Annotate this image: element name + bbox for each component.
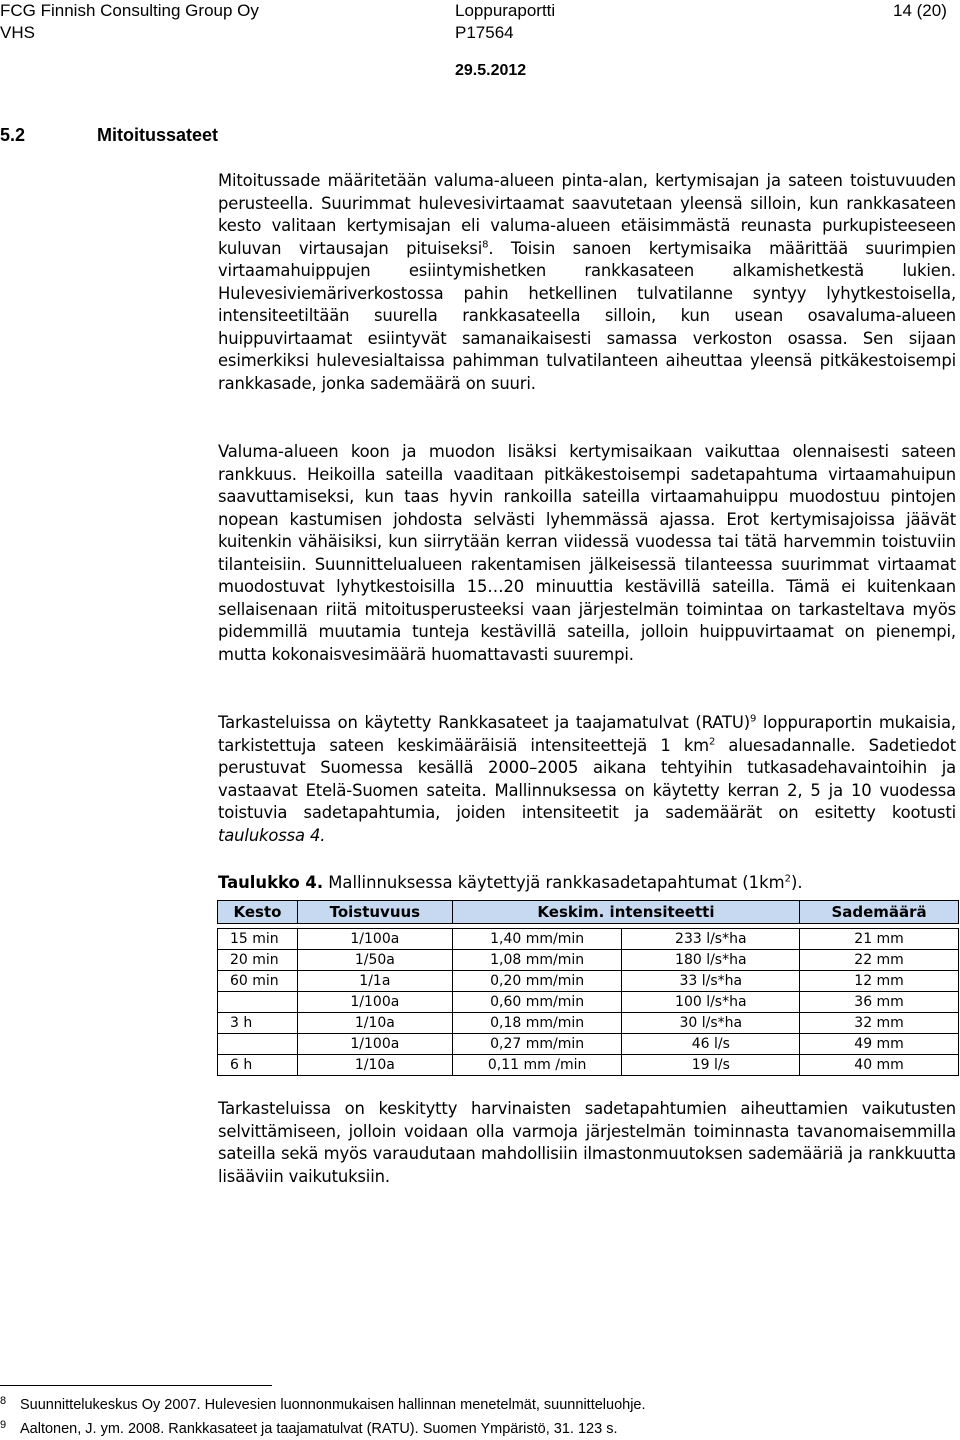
table-caption-sup: 2 (784, 873, 791, 885)
paragraph-3-text-a: Tarkasteluissa on käytetty Rankkasateet ja taajamatulvat (RATU) (218, 713, 750, 732)
table-header-row (218, 901, 959, 924)
paragraph-1-text-a: Mitoitussade määritetään valuma-alueen pinta-alan, kertymisajan ja sateen toistuvuuden perusteella. Suurimmat hulevesivirtaamat saavutetaan yleensä silloin, kun rankkasateen kesto valitaan kertymisajan eli valuma-alueen etäisimmästä reunasta purkupisteeseen kuluvan virtausajan pituiseksi (218, 171, 956, 258)
table-caption-end: ). (790, 873, 803, 892)
header-date: 29.5.2012 (455, 62, 527, 79)
table-row: 20 min 1/50a 1,08 mm/min 180 l/s*ha 22 mm (218, 950, 959, 971)
table-row: 1/100a 0,27 mm/min 46 l/s 49 mm (218, 1034, 959, 1055)
header-middle (455, 0, 555, 44)
section-heading (0, 125, 218, 146)
section-title: Mitoitussateet (97, 125, 219, 145)
header-left (0, 0, 259, 44)
header-toistuvuus: Toistuvuus (297, 901, 452, 924)
paragraph-1 (218, 170, 956, 395)
table-row: 15 min 1/100a 1,40 mm/min 233 l/s*ha 21 mm (218, 929, 959, 950)
table-row: 3 h 1/10a 0,18 mm/min 30 l/s*ha 32 mm (218, 1013, 959, 1034)
paragraph-4-text: Tarkasteluissa on keskitytty harvinaisten sadetapahtumien aiheuttamien vaikutusten selvittämiseen, jolloin voidaan olla varmoja järjestelmän toiminnasta tavanomaisemmilla sateilla sekä myös varaudutaan mahdollisiin ilmastonmuutoksen sademääriä ja rankkuutta lisääviin vaikutuksiin. (218, 1099, 956, 1186)
footnote-8-text: Suunnittelukeskus Oy 2007. Hulevesien luonnonmukaisen hallinnan menetelmät, suunnitteluohje. (20, 1397, 646, 1413)
header-doc-type: Loppuraportti (455, 1, 556, 20)
header-kesto: Kesto (218, 901, 298, 924)
paragraph-3 (218, 712, 956, 847)
paragraph-1-text-b: . Toisin sanoen kertymisaika määrittää suurimpien virtaamahuippujen esiintymishetken rankkasateen alkamishetkestä lukien. Hulevesiviemäriverkostossa pahin hetkellinen tulvatilanne syntyy lyhytkestoisella, intensiteetiltään suurella rankkasateella silloin, kun usean osavaluma-alueen huippuvirtaamat esiintyvät samanaikaisesti samassa verkoston osassa. Sen sijaan esimerkiksi hulevesialtaissa pahimman tulvatilanteen aiheuttaa yleensä pitkäkestoisempi rankkasade, jonka sademäärä on suuri. (218, 238, 956, 393)
section-number: 5.2 (0, 125, 26, 145)
table-caption (218, 872, 803, 894)
header-company: FCG Finnish Consulting Group Oy (0, 1, 259, 20)
table-caption-label: Taulukko 4. (218, 873, 324, 892)
km-squared-sup: 2 (709, 736, 716, 748)
footnote-9-text: Aaltonen, J. ym. 2008. Rankkasateet ja taajamatulvat (RATU). Suomen Ympäristö, 31. 123 s. (20, 1421, 618, 1437)
footnote-9-number: 9 (0, 1419, 7, 1431)
footnote-8-number: 8 (0, 1395, 7, 1407)
paragraph-3-text-b: loppuraportin mukaisia, tarkistettuja sateen keskimääräisiä intensiteettejä 1 km (218, 713, 956, 755)
table-row: 60 min 1/1a 0,20 mm/min 33 l/s*ha 12 mm (218, 971, 959, 992)
footnote-8 (0, 1392, 646, 1414)
paragraph-3-text-c: aluesadannalle. Sadetiedot perustuvat Suomessa kesällä 2000–2005 aikana tehtyihin tutkasadehavaintoihin ja vastaavat Etelä-Suomen sateita. Mallinnuksessa on käytetty kerran 2, 5 ja 10 vuodessa toistuvia sadetapahtumia, joiden intensiteetit ja sademäärät on esitetty kootusti (218, 735, 957, 822)
header-project: P17564 (455, 23, 514, 42)
table-reference: taulukossa 4. (218, 825, 326, 845)
header-unit: VHS (0, 23, 35, 42)
footnote-9 (0, 1416, 617, 1438)
header-page-number: 14 (20) (893, 1, 947, 20)
paragraph-2 (218, 441, 956, 666)
footnote-separator (0, 1385, 272, 1386)
footnote-ref-9[interactable]: 9 (749, 713, 757, 725)
footnote-ref-8[interactable]: 8 (482, 239, 489, 251)
header-intensiteetti: Keskim. intensiteetti (452, 901, 799, 924)
table-caption-text: Mallinnuksessa käytettyjä rankkasadetapahtumat (1km (323, 873, 785, 892)
header-sademaara: Sademäärä (800, 901, 959, 924)
rain-events-table (217, 900, 959, 1076)
paragraph-2-text: Valuma-alueen koon ja muodon lisäksi kertymisaikaan vaikuttaa olennaisesti sateen rankkuus. Heikoilla sateilla vaaditaan pitkäkestoisempi sadetapahtuma virtaamahuipun saavuttamiseksi, kun taas hyvin rankoilla sateilla virtaamahuippu muodostuu pintojen nopean kastumisen johdosta selvästi lyhemmässä ajassa. Erot kertymisajoissa jäävät kuitenkin vähäisiksi, kun siirrytään kerran viidessä vuodessa tai tätä harvemmin toistuviin tilanteisiin. Suunnittelualueen rakentamisen jälkeisessä tilanteessa suurimmat virtaamat muodostuvat lyhytkestoisilla 15…20 minuuttia kestävillä sateilla. Tämä ei kuitenkaan sellaisenaan riitä mitoitusperusteeksi vaan järjestelmän toimintaa on tarkasteltava myös pidemmillä muutamia tunteja kestävillä sateilla, jolloin huippuvirtaamat on pienempi, mutta kokonaisvesimäärä huomattavasti suurempi. (218, 442, 956, 664)
table-row: 6 h 1/10a 0,11 mm /min 19 l/s 40 mm (218, 1055, 959, 1076)
paragraph-4 (218, 1098, 956, 1188)
table-row: 1/100a 0,60 mm/min 100 l/s*ha 36 mm (218, 992, 959, 1013)
